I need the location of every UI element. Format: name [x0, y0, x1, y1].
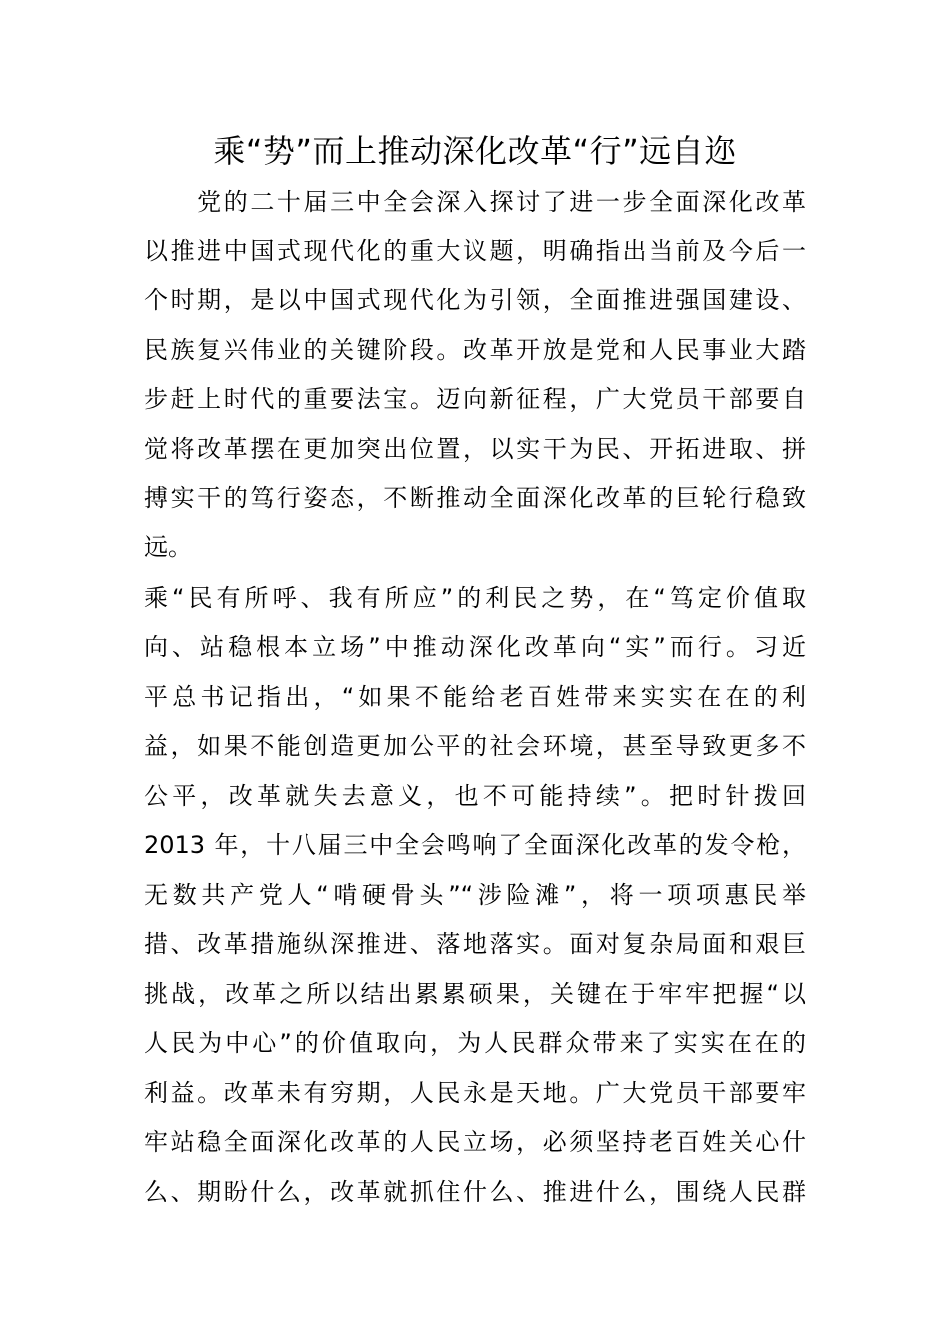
body-line: 公平，改革就失去意义，也不可能持续”。把时针拨回: [144, 782, 806, 810]
body-line: 民族复兴伟业的关键阶段。改革开放是党和人民事业大踏: [144, 336, 806, 364]
body-line: 2013 年，十八届三中全会鸣响了全面深化改革的发令枪，: [144, 831, 806, 859]
body-line: 乘“民有所呼、我有所应”的利民之势，在“笃定价值取: [144, 584, 806, 612]
body-line: 么、期盼什么，改革就抓住什么、推进什么，围绕人民群: [144, 1178, 806, 1206]
body-line: 平总书记指出，“如果不能给老百姓带来实实在在的利: [144, 683, 806, 711]
body-line: 益，如果不能创造更加公平的社会环境，甚至导致更多不: [144, 732, 806, 760]
body-line: 挑战，改革之所以结出累累硕果，关键在于牢牢把握“以: [144, 980, 806, 1008]
body-line: 搏实干的笃行姿态，不断推动全面深化改革的巨轮行稳致: [144, 484, 806, 512]
body-line: 党的二十届三中全会深入探讨了进一步全面深化改革: [144, 188, 806, 216]
body-line: 以推进中国式现代化的重大议题，明确指出当前及今后一: [144, 237, 806, 265]
body-line: 个时期，是以中国式现代化为引领，全面推进强国建设、: [144, 286, 806, 314]
body-line: 利益。改革未有穷期，人民永是天地。广大党员干部要牢: [144, 1079, 806, 1107]
body-line: 向、站稳根本立场”中推动深化改革向“实”而行。习近: [144, 633, 806, 661]
body-line: 无数共产党人“啃硬骨头”“涉险滩”，将一项项惠民举: [144, 881, 806, 909]
body-line: 牢站稳全面深化改革的人民立场，必须坚持老百姓关心什: [144, 1128, 806, 1156]
body-line: 远。: [144, 533, 192, 561]
body-line: 觉将改革摆在更加突出位置，以实干为民、开拓进取、拼: [144, 435, 806, 463]
body-line: 措、改革措施纵深推进、落地落实。面对复杂局面和艰巨: [144, 930, 806, 958]
body-line: 人民为中心”的价值取向，为人民群众带来了实实在在的: [144, 1029, 806, 1057]
document-title: 乘“势”而上推动深化改革“行”远自迩: [213, 132, 737, 170]
body-line: 步赶上时代的重要法宝。迈向新征程，广大党员干部要自: [144, 385, 806, 413]
